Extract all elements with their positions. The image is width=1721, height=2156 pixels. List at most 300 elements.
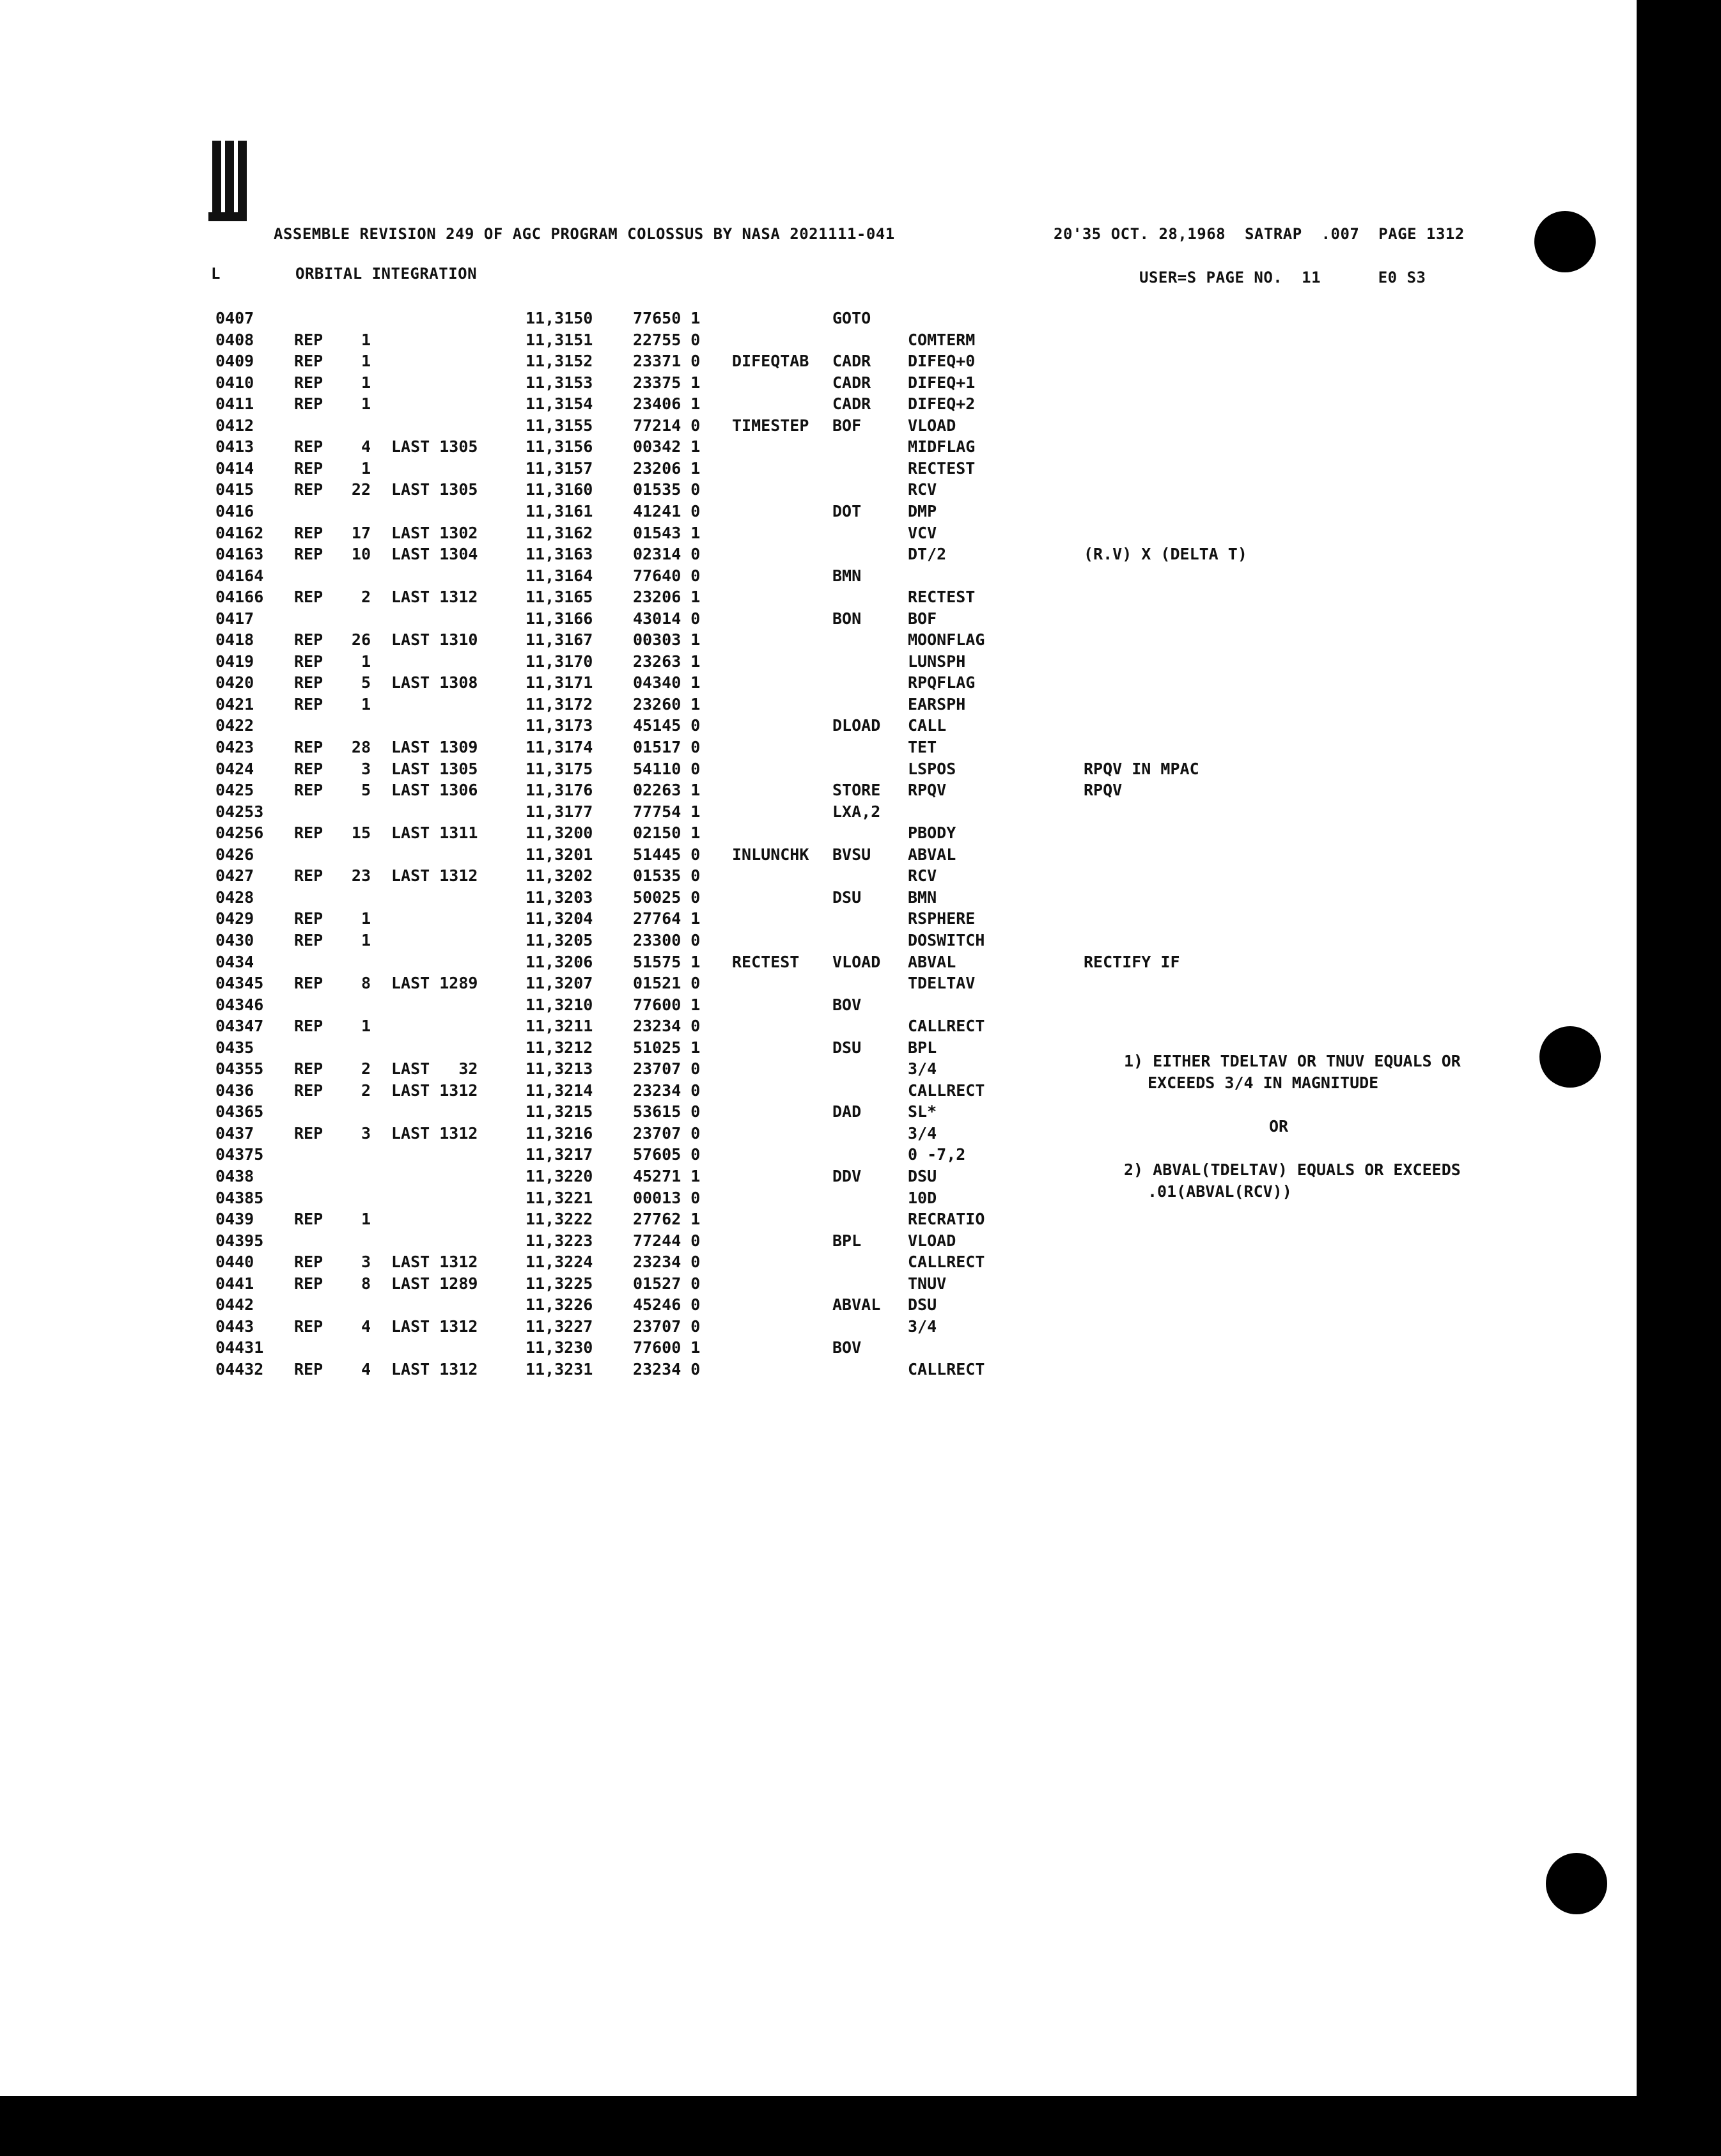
cell-seq-number: 0443 <box>215 1316 254 1336</box>
cell-octal-word: 23234 0 <box>633 1359 701 1379</box>
cell-operand: DSU <box>908 1167 937 1185</box>
cell-address: 11,3200 <box>526 824 593 843</box>
listing-row <box>0 866 1637 888</box>
cell-octal-word: 04340 1 <box>633 673 701 692</box>
cell-operand: DIFEQ+2 <box>908 394 976 414</box>
cell-seq-number: 0437 <box>215 1123 254 1143</box>
cell-octal-word: 02150 1 <box>633 824 701 843</box>
cell-rep-count: 1 <box>361 394 371 414</box>
cell-rep-count: 3 <box>361 1253 371 1272</box>
cell-operand: VLOAD <box>908 1231 956 1250</box>
cell-octal-word: 02263 1 <box>633 781 701 800</box>
cell-last-ref: LAST 1311 <box>391 824 478 843</box>
cell-seq-number: 04431 <box>215 1338 264 1357</box>
cell-rep-count: 4 <box>361 1316 371 1336</box>
cell-octal-word: 77244 0 <box>633 1231 701 1250</box>
cell-octal-word: 22755 0 <box>633 330 701 349</box>
cell-octal-word: 23234 0 <box>633 1017 701 1036</box>
listing-row <box>0 1274 1637 1296</box>
cell-seq-number: 04432 <box>215 1359 264 1379</box>
cell-rep-count: 4 <box>361 437 371 457</box>
cell-seq-number: 0439 <box>215 1210 254 1229</box>
cell-address: 11,3170 <box>526 652 593 671</box>
cell-last-ref: LAST 1305 <box>391 759 478 778</box>
cell-address: 11,3172 <box>526 694 593 714</box>
cell-seq-number: 04375 <box>215 1145 264 1164</box>
listing-row <box>0 974 1637 996</box>
cell-operand: ABVAL <box>908 952 956 971</box>
cell-octal-word: 23375 1 <box>633 373 701 392</box>
cell-octal-word: 57605 0 <box>633 1145 701 1164</box>
cell-seq-number: 0422 <box>215 716 254 735</box>
cell-octal-word: 51575 1 <box>633 952 701 971</box>
cell-operand: SL* <box>908 1102 937 1121</box>
cell-operand: CALLRECT <box>908 1253 985 1272</box>
cell-address: 11,3205 <box>526 930 593 949</box>
cell-operand: DT/2 <box>908 545 947 564</box>
listing-row <box>0 1210 1637 1231</box>
cell-address: 11,3175 <box>526 759 593 778</box>
cell-rep-marker: REP <box>294 866 323 886</box>
cell-operand: MOONFLAG <box>908 630 985 650</box>
cell-operand: RECRATIO <box>908 1210 985 1229</box>
cell-address: 11,3214 <box>526 1081 593 1100</box>
cell-operand: VLOAD <box>908 416 956 435</box>
cell-octal-word: 01535 0 <box>633 866 701 886</box>
cell-address: 11,3166 <box>526 609 593 628</box>
listing-row <box>0 309 1637 331</box>
cell-rep-marker: REP <box>294 352 323 371</box>
cell-last-ref: LAST 1289 <box>391 1274 478 1293</box>
cell-address: 11,3202 <box>526 866 593 886</box>
cell-address: 11,3215 <box>526 1102 593 1121</box>
cell-octal-word: 27762 1 <box>633 1210 701 1229</box>
listing-row <box>0 824 1637 845</box>
cell-last-ref: LAST 1305 <box>391 437 478 457</box>
cell-octal-word: 23406 1 <box>633 394 701 414</box>
cell-octal-word: 77640 0 <box>633 566 701 585</box>
cell-rep-count: 1 <box>361 909 371 928</box>
cell-octal-word: 01543 1 <box>633 523 701 542</box>
cell-label: DIFEQTAB <box>732 352 809 371</box>
cell-octal-word: 77754 1 <box>633 802 701 821</box>
cell-opcode: DLOAD <box>832 716 881 735</box>
cell-rep-marker: REP <box>294 1123 323 1143</box>
cell-octal-word: 45145 0 <box>633 716 701 735</box>
cell-operand: DIFEQ+0 <box>908 352 976 371</box>
listing-row <box>0 1189 1637 1210</box>
cell-rep-marker: REP <box>294 588 323 607</box>
cell-operand: 10D <box>908 1188 937 1207</box>
cell-seq-number: 0429 <box>215 909 254 928</box>
cell-rep-marker: REP <box>294 1253 323 1272</box>
listing-row <box>0 630 1637 652</box>
listing-row <box>0 802 1637 824</box>
listing-row <box>0 1124 1637 1146</box>
cell-address: 11,3211 <box>526 1017 593 1036</box>
cell-octal-word: 23234 0 <box>633 1081 701 1100</box>
listing-row <box>0 416 1637 438</box>
cell-address: 11,3173 <box>526 716 593 735</box>
cell-octal-word: 53615 0 <box>633 1102 701 1121</box>
cell-opcode: DSU <box>832 887 862 907</box>
listing-row <box>0 437 1637 459</box>
cell-last-ref: LAST 1308 <box>391 673 478 692</box>
cell-operand: COMTERM <box>908 330 976 349</box>
cell-rep-marker: REP <box>294 824 323 843</box>
listing-row <box>0 652 1637 674</box>
cell-octal-word: 45246 0 <box>633 1295 701 1315</box>
cell-octal-word: 23707 0 <box>633 1059 701 1079</box>
listing-row <box>0 459 1637 481</box>
cell-operand: LSPOS <box>908 759 956 778</box>
listing-row <box>0 1253 1637 1274</box>
cell-operand: RECTEST <box>908 458 976 478</box>
header-section: ORBITAL INTEGRATION <box>295 265 478 283</box>
listing-row <box>0 909 1637 931</box>
note-2-line2: .01(ABVAL(RCV)) <box>1148 1182 1292 1201</box>
scan-border-right <box>1637 0 1721 2156</box>
cell-rep-count: 3 <box>361 1123 371 1143</box>
cell-operand: ABVAL <box>908 845 956 864</box>
cell-octal-word: 23206 1 <box>633 588 701 607</box>
cell-operand: BPL <box>908 1038 937 1057</box>
cell-rep-count: 1 <box>361 373 371 392</box>
cell-rep-count: 2 <box>361 1081 371 1100</box>
listing-row <box>0 331 1637 352</box>
cell-operand: RPQV <box>908 781 947 800</box>
listing-row <box>0 760 1637 781</box>
cell-operand: CALLRECT <box>908 1359 985 1379</box>
cell-rep-count: 3 <box>361 759 371 778</box>
cell-rep-marker: REP <box>294 1316 323 1336</box>
cell-opcode: LXA,2 <box>832 802 881 821</box>
cell-operand: DSU <box>908 1295 937 1315</box>
cell-address: 11,3226 <box>526 1295 593 1315</box>
cell-operand: CALLRECT <box>908 1017 985 1036</box>
cell-operand: VCV <box>908 523 937 542</box>
cell-address: 11,3165 <box>526 588 593 607</box>
cell-seq-number: 0410 <box>215 373 254 392</box>
cell-seq-number: 0419 <box>215 652 254 671</box>
punch-hole-top <box>1534 211 1596 272</box>
cell-rep-count: 1 <box>361 652 371 671</box>
cell-opcode: CADR <box>832 373 871 392</box>
cell-opcode: STORE <box>832 781 881 800</box>
cell-seq-number: 0440 <box>215 1253 254 1272</box>
note-or: OR <box>1269 1117 1289 1136</box>
cell-operand: MIDFLAG <box>908 437 976 457</box>
cell-rep-marker: REP <box>294 330 323 349</box>
cell-address: 11,3150 <box>526 309 593 327</box>
cell-last-ref: LAST 1289 <box>391 974 478 993</box>
cell-seq-number: 0427 <box>215 866 254 886</box>
cell-seq-number: 0434 <box>215 952 254 971</box>
cell-octal-word: 77650 1 <box>633 309 701 327</box>
cell-octal-word: 01521 0 <box>633 974 701 993</box>
cell-opcode: GOTO <box>832 309 871 327</box>
listing-row <box>0 1338 1637 1360</box>
cell-opcode: BOF <box>832 416 862 435</box>
cell-opcode: BON <box>832 609 862 628</box>
cell-comment: RECTIFY IF <box>1084 952 1180 971</box>
cell-comment: RPQV IN MPAC <box>1084 759 1199 778</box>
cell-opcode: CADR <box>832 352 871 371</box>
cell-seq-number: 0416 <box>215 501 254 520</box>
cell-address: 11,3227 <box>526 1316 593 1336</box>
cell-address: 11,3160 <box>526 480 593 499</box>
cell-address: 11,3157 <box>526 458 593 478</box>
cell-address: 11,3230 <box>526 1338 593 1357</box>
listing-row <box>0 502 1637 524</box>
cell-rep-count: 26 <box>351 630 371 650</box>
listing-row <box>0 716 1637 738</box>
cell-address: 11,3201 <box>526 845 593 864</box>
cell-opcode: VLOAD <box>832 952 881 971</box>
cell-rep-marker: REP <box>294 1359 323 1379</box>
cell-address: 11,3220 <box>526 1167 593 1185</box>
cell-rep-count: 2 <box>361 588 371 607</box>
cell-rep-marker: REP <box>294 373 323 392</box>
cell-opcode: BOV <box>832 995 862 1014</box>
cell-octal-word: 01517 0 <box>633 738 701 756</box>
cell-octal-word: 02314 0 <box>633 545 701 564</box>
cell-last-ref: LAST 1309 <box>391 738 478 756</box>
cell-rep-marker: REP <box>294 437 323 457</box>
cell-rep-marker: REP <box>294 694 323 714</box>
cell-seq-number: 0413 <box>215 437 254 457</box>
cell-last-ref: LAST 1312 <box>391 1123 478 1143</box>
cell-operand: CALL <box>908 716 947 735</box>
cell-operand: RSPHERE <box>908 909 976 928</box>
listing-row <box>0 931 1637 953</box>
listing-row <box>0 545 1637 566</box>
cell-seq-number: 0442 <box>215 1295 254 1315</box>
cell-address: 11,3154 <box>526 394 593 414</box>
cell-seq-number: 0420 <box>215 673 254 692</box>
cell-seq-number: 0425 <box>215 781 254 800</box>
cell-address: 11,3207 <box>526 974 593 993</box>
cell-last-ref: LAST 1302 <box>391 523 478 542</box>
cell-last-ref: LAST 1304 <box>391 545 478 564</box>
cell-address: 11,3171 <box>526 673 593 692</box>
cell-operand: DMP <box>908 501 937 520</box>
cell-rep-count: 4 <box>361 1359 371 1379</box>
cell-rep-marker: REP <box>294 781 323 800</box>
header-log-letter: L <box>211 265 221 283</box>
cell-rep-marker: REP <box>294 652 323 671</box>
cell-octal-word: 51445 0 <box>633 845 701 864</box>
cell-operand: RECTEST <box>908 588 976 607</box>
cell-rep-marker: REP <box>294 930 323 949</box>
cell-octal-word: 01527 0 <box>633 1274 701 1293</box>
cell-rep-marker: REP <box>294 759 323 778</box>
listing-row <box>0 480 1637 502</box>
cell-seq-number: 04164 <box>215 566 264 585</box>
cell-rep-marker: REP <box>294 480 323 499</box>
cell-octal-word: 23234 0 <box>633 1253 701 1272</box>
cell-rep-count: 17 <box>351 523 371 542</box>
listing-row <box>0 738 1637 760</box>
cell-seq-number: 04166 <box>215 588 264 607</box>
cell-octal-word: 00013 0 <box>633 1188 701 1207</box>
cell-last-ref: LAST 1312 <box>391 1253 478 1272</box>
cell-address: 11,3174 <box>526 738 593 756</box>
cell-octal-word: 00342 1 <box>633 437 701 457</box>
cell-operand: LUNSPH <box>908 652 966 671</box>
cell-label: TIMESTEP <box>732 416 809 435</box>
cell-rep-marker: REP <box>294 673 323 692</box>
cell-rep-count: 8 <box>361 974 371 993</box>
cell-octal-word: 27764 1 <box>633 909 701 928</box>
cell-address: 11,3162 <box>526 523 593 542</box>
listing-row <box>0 524 1637 545</box>
cell-seq-number: 0412 <box>215 416 254 435</box>
cell-operand: TDELTAV <box>908 974 976 993</box>
cell-address: 11,3222 <box>526 1210 593 1229</box>
cell-octal-word: 01535 0 <box>633 480 701 499</box>
listing-row <box>0 1317 1637 1339</box>
cell-opcode: BVSU <box>832 845 871 864</box>
cell-seq-number: 04256 <box>215 824 264 843</box>
cell-octal-word: 23371 0 <box>633 352 701 371</box>
note-2-line1: 2) ABVAL(TDELTAV) EQUALS OR EXCEEDS <box>1124 1160 1461 1179</box>
cell-operand: DIFEQ+1 <box>908 373 976 392</box>
cell-address: 11,3206 <box>526 952 593 971</box>
cell-last-ref: LAST 1310 <box>391 630 478 650</box>
cell-last-ref: LAST 1305 <box>391 480 478 499</box>
cell-rep-marker: REP <box>294 1081 323 1100</box>
cell-seq-number: 0421 <box>215 694 254 714</box>
cell-rep-count: 5 <box>361 781 371 800</box>
header-date-page: 20'35 OCT. 28,1968 SATRAP .007 PAGE 1312 <box>1054 225 1465 243</box>
cell-last-ref: LAST 1312 <box>391 1316 478 1336</box>
cell-seq-number: 0438 <box>215 1167 254 1185</box>
cell-operand: RPQFLAG <box>908 673 976 692</box>
cell-seq-number: 0423 <box>215 738 254 756</box>
cell-address: 11,3163 <box>526 545 593 564</box>
cell-operand: DOSWITCH <box>908 930 985 949</box>
cell-octal-word: 23300 0 <box>633 930 701 949</box>
cell-seq-number: 04385 <box>215 1188 264 1207</box>
cell-octal-word: 23260 1 <box>633 694 701 714</box>
cell-seq-number: 04346 <box>215 995 264 1014</box>
cell-address: 11,3152 <box>526 352 593 371</box>
listing-row <box>0 996 1637 1017</box>
cell-octal-word: 41241 0 <box>633 501 701 520</box>
cell-opcode: ABVAL <box>832 1295 881 1315</box>
cell-address: 11,3231 <box>526 1359 593 1379</box>
cell-address: 11,3210 <box>526 995 593 1014</box>
cell-seq-number: 04347 <box>215 1017 264 1036</box>
cell-operand: 3/4 <box>908 1123 937 1143</box>
cell-last-ref: LAST 1312 <box>391 866 478 886</box>
cell-rep-count: 1 <box>361 1017 371 1036</box>
cell-last-ref: LAST 1312 <box>391 1359 478 1379</box>
cell-operand: TNUV <box>908 1274 947 1293</box>
cell-rep-count: 1 <box>361 458 371 478</box>
cell-address: 11,3213 <box>526 1059 593 1079</box>
listing-row <box>0 1017 1637 1038</box>
cell-address: 11,3176 <box>526 781 593 800</box>
cell-seq-number: 04365 <box>215 1102 264 1121</box>
cell-rep-count: 22 <box>351 480 371 499</box>
note-1-line2: EXCEEDS 3/4 IN MAGNITUDE <box>1148 1074 1379 1092</box>
listing-row <box>0 695 1637 717</box>
cell-octal-word: 23707 0 <box>633 1123 701 1143</box>
listing-row <box>0 566 1637 588</box>
scan-border-bottom <box>0 2096 1721 2156</box>
cell-octal-word: 23206 1 <box>633 458 701 478</box>
cell-opcode: BMN <box>832 566 862 585</box>
cell-seq-number: 0407 <box>215 309 254 327</box>
cell-seq-number: 0435 <box>215 1038 254 1057</box>
cell-address: 11,3204 <box>526 909 593 928</box>
cell-address: 11,3151 <box>526 330 593 349</box>
listing-row <box>0 352 1637 373</box>
cell-address: 11,3223 <box>526 1231 593 1250</box>
cell-seq-number: 04162 <box>215 523 264 542</box>
cell-operand: 3/4 <box>908 1316 937 1336</box>
cell-octal-word: 43014 0 <box>633 609 701 628</box>
cell-rep-marker: REP <box>294 1059 323 1079</box>
cell-octal-word: 51025 1 <box>633 1038 701 1057</box>
cell-last-ref: LAST 32 <box>391 1059 478 1079</box>
cell-octal-word: 50025 0 <box>633 887 701 907</box>
cell-address: 11,3161 <box>526 501 593 520</box>
listing-row <box>0 888 1637 910</box>
cell-rep-count: 1 <box>361 694 371 714</box>
cell-rep-marker: REP <box>294 974 323 993</box>
cell-rep-marker: REP <box>294 1017 323 1036</box>
cell-operand: 3/4 <box>908 1059 937 1079</box>
cell-seq-number: 0414 <box>215 458 254 478</box>
cell-last-ref: LAST 1312 <box>391 1081 478 1100</box>
cell-last-ref: LAST 1306 <box>391 781 478 800</box>
cell-seq-number: 04355 <box>215 1059 264 1079</box>
cell-address: 11,3216 <box>526 1123 593 1143</box>
cell-rep-count: 5 <box>361 673 371 692</box>
cell-seq-number: 0424 <box>215 759 254 778</box>
cell-rep-count: 2 <box>361 1059 371 1079</box>
listing-row <box>0 394 1637 416</box>
listing-row <box>0 1295 1637 1317</box>
cell-seq-number: 0418 <box>215 630 254 650</box>
cell-opcode: DDV <box>832 1167 862 1185</box>
cell-seq-number: 0415 <box>215 480 254 499</box>
cell-address: 11,3221 <box>526 1188 593 1207</box>
cell-seq-number: 0436 <box>215 1081 254 1100</box>
cell-rep-count: 15 <box>351 824 371 843</box>
cell-opcode: BOV <box>832 1338 862 1357</box>
cell-opcode: DOT <box>832 501 862 520</box>
cell-operand: CALLRECT <box>908 1081 985 1100</box>
cell-rep-marker: REP <box>294 1274 323 1293</box>
listing-row <box>0 373 1637 395</box>
listing-row <box>0 1102 1637 1124</box>
cell-octal-word: 54110 0 <box>633 759 701 778</box>
cell-address: 11,3153 <box>526 373 593 392</box>
cell-rep-marker: REP <box>294 545 323 564</box>
cell-rep-marker: REP <box>294 523 323 542</box>
cell-seq-number: 04163 <box>215 545 264 564</box>
cell-address: 11,3224 <box>526 1253 593 1272</box>
cell-octal-word: 00303 1 <box>633 630 701 650</box>
cell-rep-count: 10 <box>351 545 371 564</box>
cell-operand: RCV <box>908 866 937 886</box>
cell-seq-number: 0417 <box>215 609 254 628</box>
header-title: ASSEMBLE REVISION 249 OF AGC PROGRAM COLOSSUS BY NASA 2021111-041 <box>274 225 895 243</box>
